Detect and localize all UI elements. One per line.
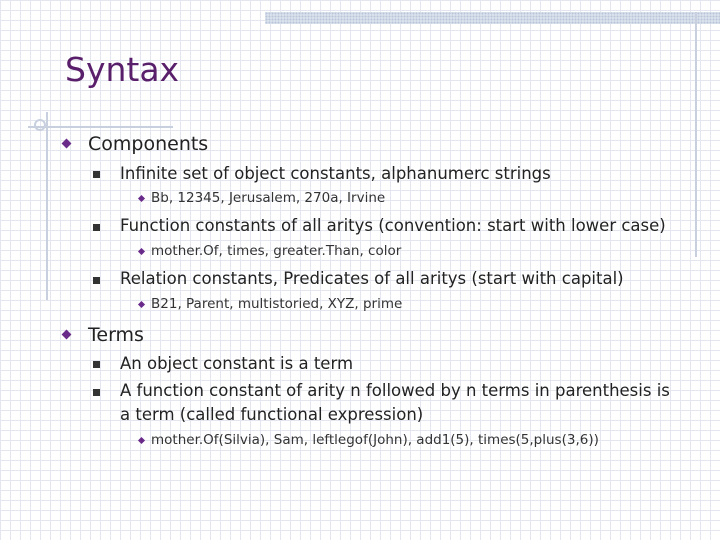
small-diamond-bullet-icon: [138, 248, 145, 255]
object-constants-example: Bb, 12345, Jerusalem, 270a, Irvine: [151, 190, 386, 206]
decorative-horizontal-line: [28, 126, 173, 128]
diamond-bullet-icon: [62, 330, 72, 340]
small-diamond-bullet-icon: [138, 195, 145, 202]
decorative-left-line: [46, 112, 48, 300]
decorative-top-bar: [265, 12, 720, 24]
components-heading: Components: [88, 133, 209, 155]
square-bullet-icon: [93, 224, 100, 231]
square-bullet-icon: [93, 277, 100, 284]
relation-constants-example: B21, Parent, multistoried, XYZ, prime: [151, 296, 403, 312]
function-constants-text: Function constants of all aritys (convention: start with lower case): [120, 216, 666, 235]
term-rule-function-line2: a term (called functional expression): [120, 405, 424, 424]
small-diamond-bullet-icon: [138, 437, 145, 444]
term-rule-function-line1: A function constant of arity n followed by n terms in parenthesis is: [120, 381, 670, 400]
term-rule-object: An object constant is a term: [120, 354, 354, 373]
function-constants-example: mother.Of, times, greater.Than, color: [151, 243, 402, 259]
square-bullet-icon: [93, 361, 100, 368]
diamond-bullet-icon: [62, 139, 72, 149]
terms-example: mother.Of(Silvia), Sam, leftlegof(John), add1(5), times(5,plus(3,6)): [151, 432, 599, 448]
relation-constants-text: Relation constants, Predicates of all aritys (start with capital): [120, 269, 624, 288]
slide-title: Syntax: [65, 50, 180, 89]
decorative-circle: [34, 119, 46, 131]
object-constants-text: Infinite set of object constants, alphanumerc strings: [120, 164, 551, 183]
square-bullet-icon: [93, 389, 100, 396]
decorative-vertical-line: [695, 12, 697, 257]
square-bullet-icon: [93, 171, 100, 178]
small-diamond-bullet-icon: [138, 301, 145, 308]
terms-heading: Terms: [88, 324, 144, 346]
